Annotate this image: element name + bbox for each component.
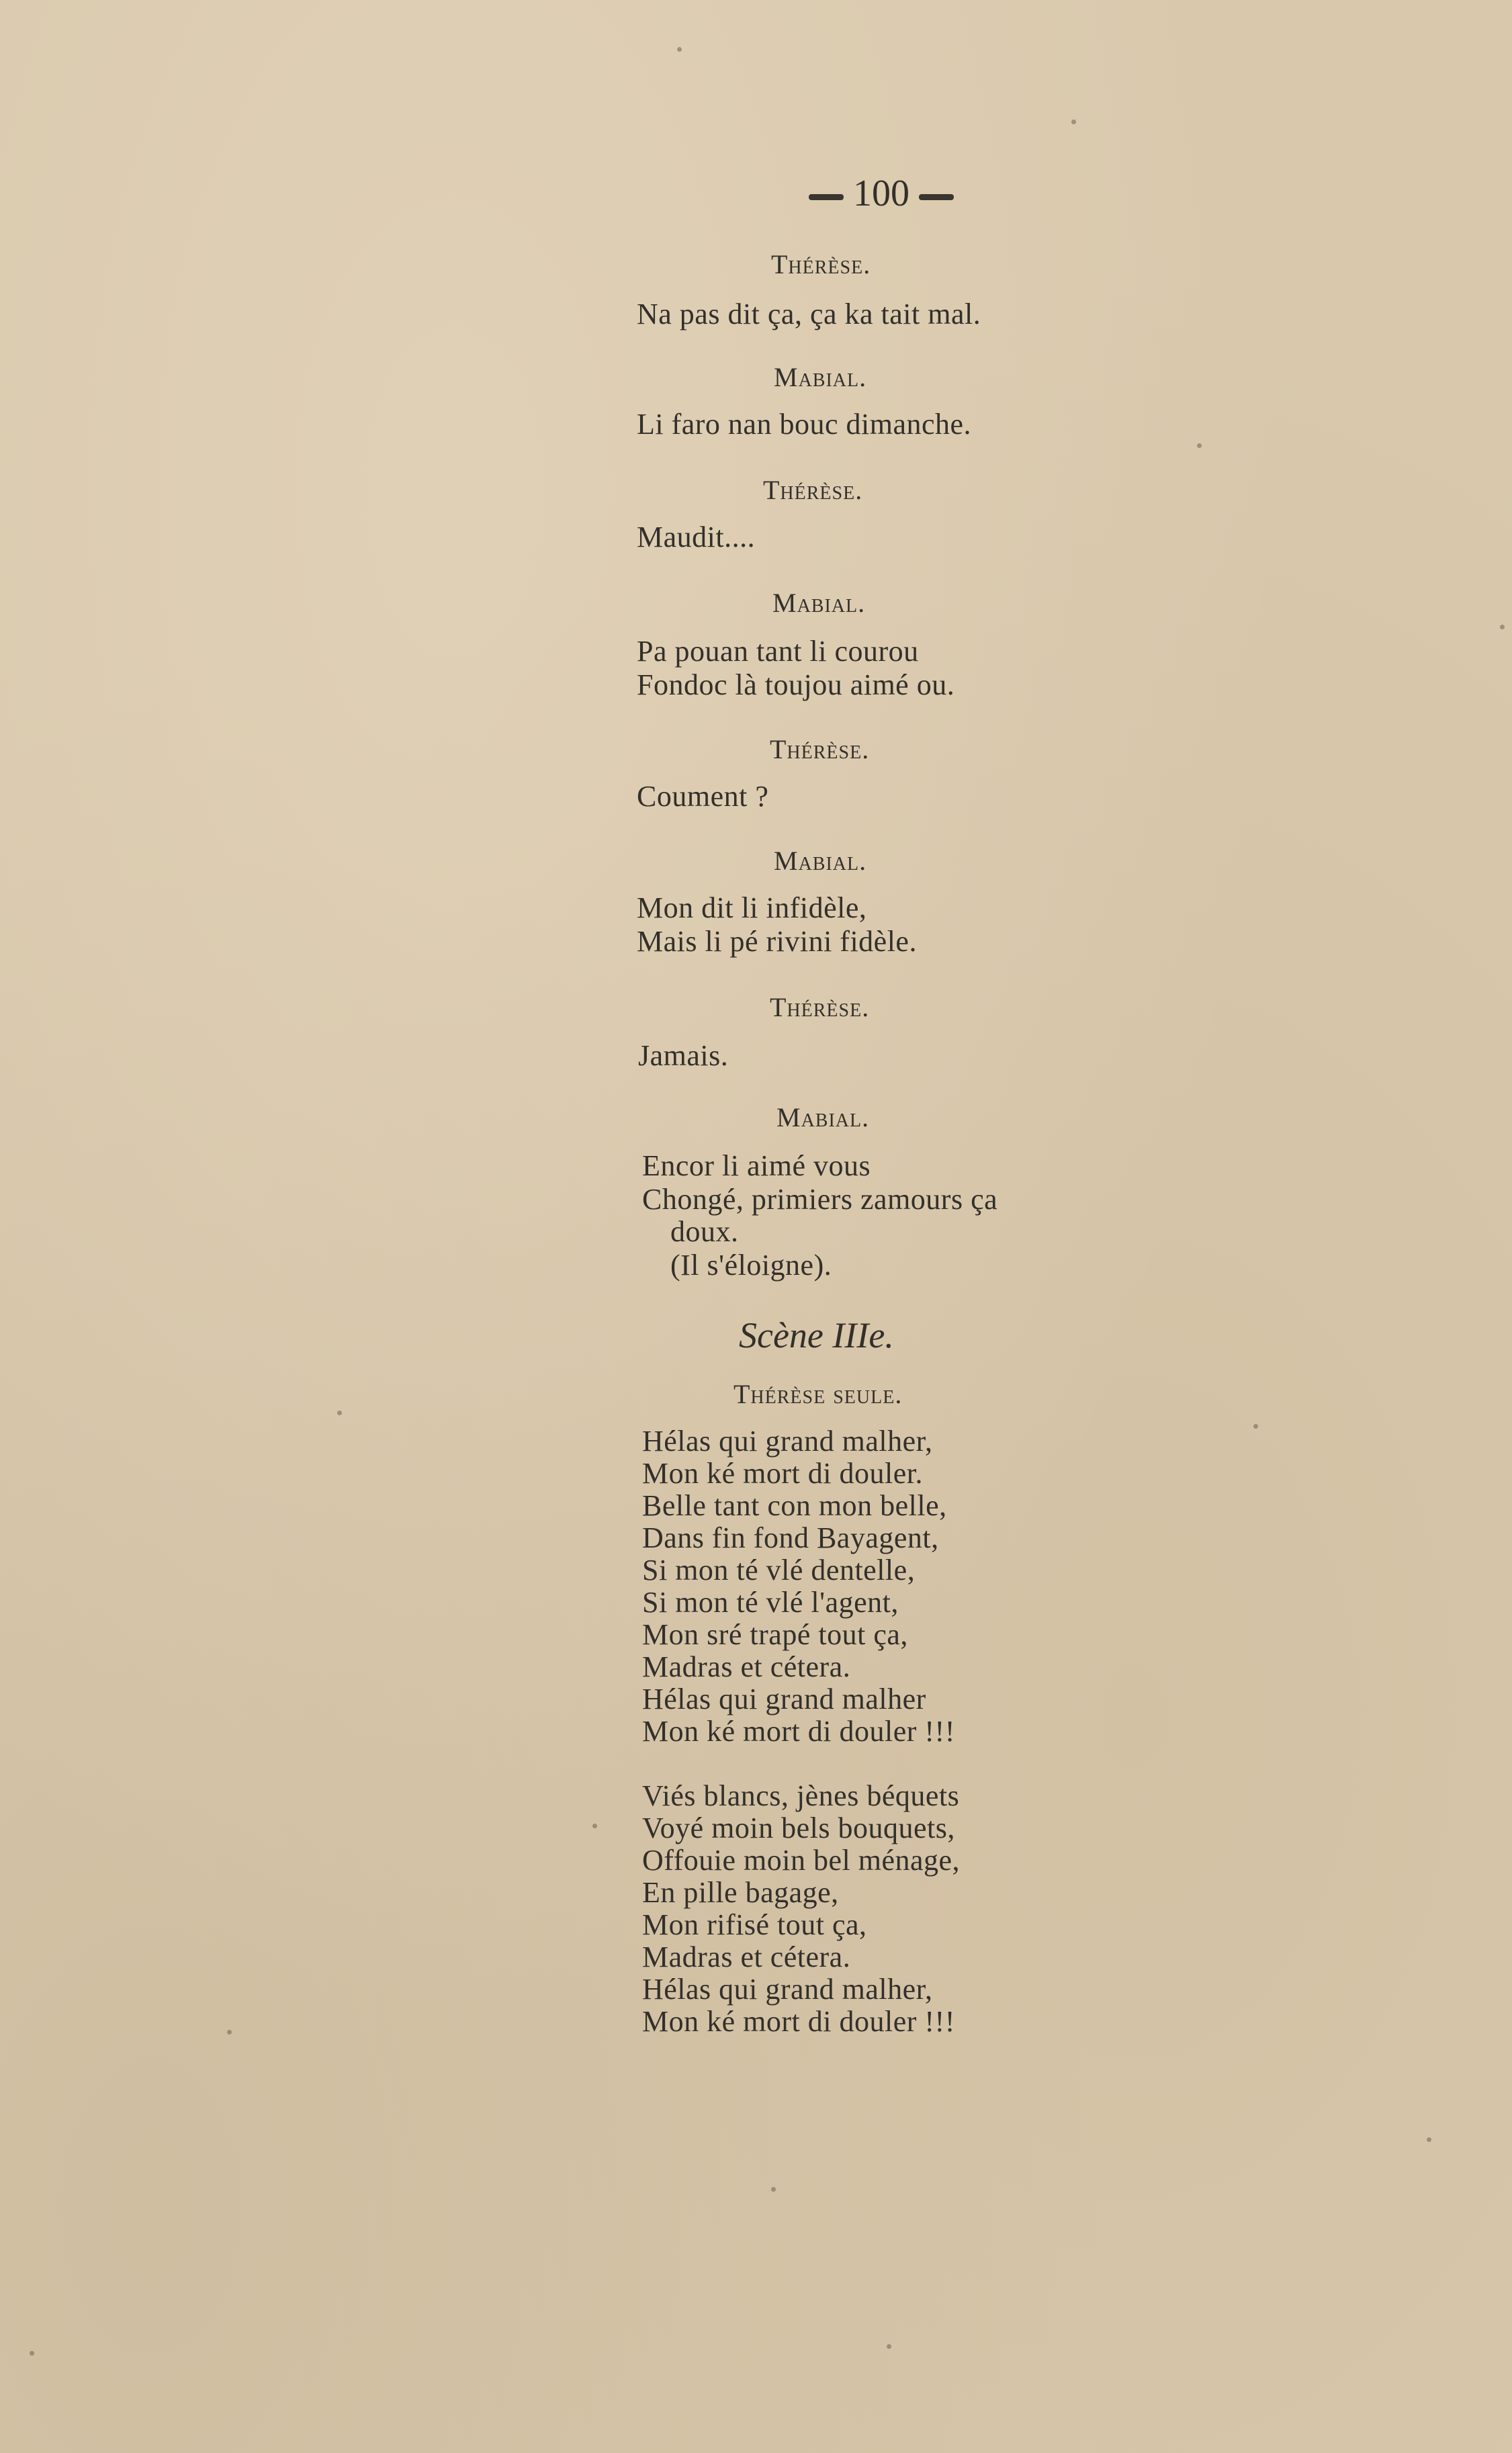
dialogue-line: Encor li aimé vous <box>642 1149 871 1182</box>
paper-speck <box>1197 443 1202 448</box>
dialogue-line: Coument ? <box>637 780 769 813</box>
speaker-name: Mabial. <box>774 846 867 876</box>
song-line: Viés blancs, jènes béquets <box>642 1779 960 1812</box>
song-line: Mon ké mort di douler !!! <box>642 1715 955 1748</box>
song-line: Mon ké mort di douler. <box>642 1457 923 1490</box>
dialogue-line: Fondoc là toujou aimé ou. <box>637 668 955 701</box>
speaker-name: Thérèse. <box>763 475 863 505</box>
song-line: En pille bagage, <box>642 1876 839 1909</box>
dialogue-line: Chongé, primiers zamours ça <box>642 1183 998 1216</box>
paper-speck <box>1427 2137 1431 2142</box>
paper-speck <box>1253 1424 1258 1429</box>
song-line: Voyé moin bels bouquets, <box>642 1812 955 1844</box>
speaker-name: Mabial. <box>776 1102 870 1132</box>
dialogue-line: Pa pouan tant li courou <box>637 635 919 668</box>
dialogue-line: doux. <box>670 1215 739 1248</box>
song-line: Mon rifisé tout ça, <box>642 1908 867 1941</box>
song-line: Hélas qui grand malher <box>642 1683 926 1715</box>
paper-speck <box>337 1411 342 1415</box>
song-line: Belle tant con mon belle, <box>642 1489 947 1522</box>
song-line: Madras et cétera. <box>642 1941 851 1973</box>
speaker-name: Thérèse. <box>770 734 870 764</box>
dialogue-line: Mon dit li infidèle, <box>637 891 867 924</box>
header-ornament-left <box>809 194 844 200</box>
paper-speck <box>1500 625 1505 629</box>
song-line: Mon sré trapé tout ça, <box>642 1618 908 1651</box>
song-line: Madras et cétera. <box>642 1650 851 1683</box>
paper-speck <box>1071 120 1076 124</box>
dialogue-line: Jamais. <box>638 1039 729 1072</box>
page-number: 100 <box>853 173 909 214</box>
song-line: Hélas qui grand malher, <box>642 1425 933 1458</box>
header-ornament-right <box>919 194 954 200</box>
speaker-name: Thérèse. <box>771 249 871 279</box>
speaker-name: Mabial. <box>774 362 867 392</box>
scene-title: Scène IIIe. <box>739 1315 894 1355</box>
paper-speck <box>677 47 682 52</box>
paper-speck <box>771 2187 776 2192</box>
paper-speck <box>592 1824 597 1828</box>
song-line: Si mon té vlé dentelle, <box>642 1554 916 1587</box>
dialogue-line: Mais li pé rivini fidèle. <box>637 925 917 958</box>
dialogue-line: Li faro nan bouc dimanche. <box>637 408 972 441</box>
dialogue-line: Maudit.... <box>637 521 756 553</box>
song-line: Offouie moin bel ménage, <box>642 1844 961 1877</box>
scene-speaker: Thérèse seule. <box>733 1379 903 1409</box>
dialogue-line: Na pas dit ça, ça ka tait mal. <box>637 298 981 330</box>
song-line: Hélas qui grand malher, <box>642 1973 933 2006</box>
song-line: Mon ké mort di douler !!! <box>642 2005 955 2038</box>
paper-speck <box>30 2351 34 2356</box>
song-line: Si mon té vlé l'agent, <box>642 1586 899 1619</box>
paper-speck <box>227 2030 232 2035</box>
speaker-name: Mabial. <box>772 588 866 618</box>
speaker-name: Thérèse. <box>770 992 870 1022</box>
stage-direction: (Il s'éloigne). <box>670 1249 832 1282</box>
page-header <box>799 173 963 214</box>
paper-speck <box>887 2344 891 2349</box>
song-line: Dans fin fond Bayagent, <box>642 1521 939 1554</box>
